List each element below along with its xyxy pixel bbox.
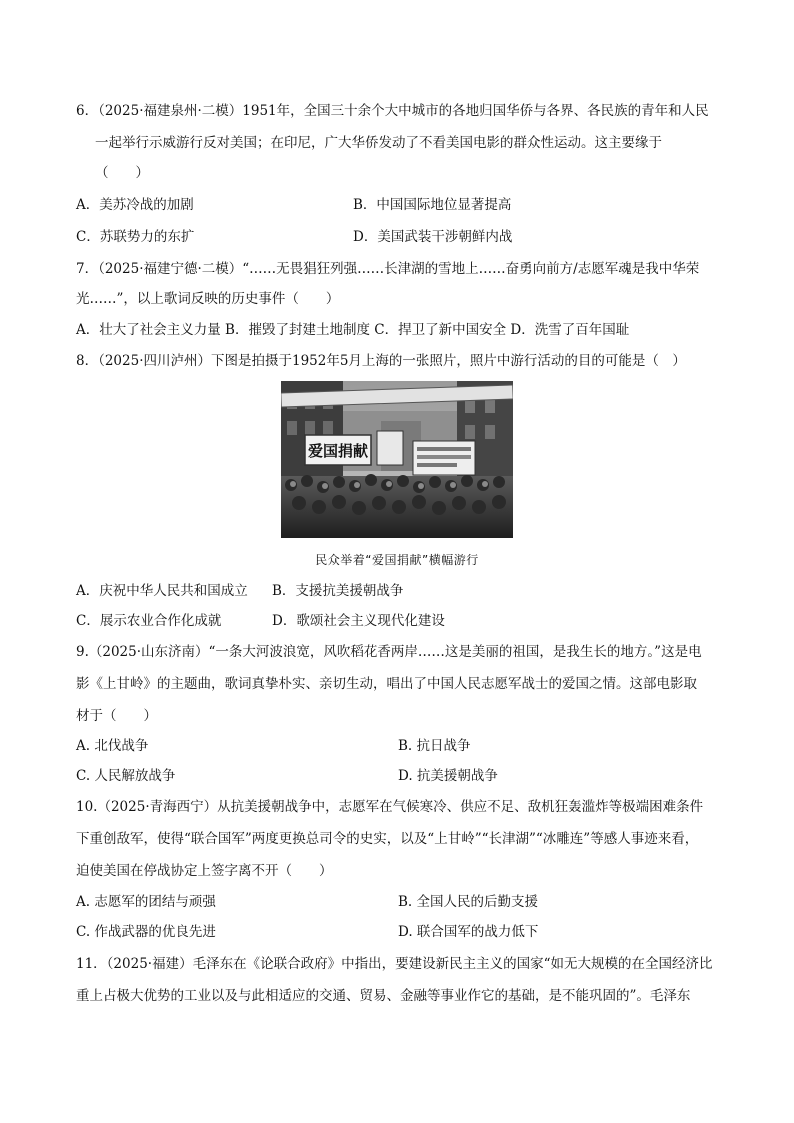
q11-stem-line2: 重上占极大优势的工业以及与此相适应的交通、贸易、金融等事业作它的基础，是不能巩固的”。毛泽东 [76, 988, 691, 1004]
q9-stem-line3: 材于（ ） [76, 708, 157, 724]
q8-photo-caption: 民众举着“爱国捐献”横幅游行 [315, 553, 479, 567]
q6-option-c: C．苏联势力的东扩 [76, 229, 195, 245]
q9-option-d: D. 抗美援朝战争 [398, 768, 498, 784]
q6-stem-line2: 一起举行示威游行反对美国；在印尼，广大华侨发动了不看美国电影的群众性运动。这主要缘于 [95, 135, 662, 151]
q9-option-c: C. 人民解放战争 [76, 768, 176, 784]
q10-stem-line3: 迫使美国在停战协定上签字离不开（ ） [76, 863, 333, 879]
q8-option-c: C．展示农业合作化成就 [76, 613, 222, 629]
q9-stem-line1: 9.（2025·山东济南）“一条大河波浪宽，风吹稻花香两岸……这是美丽的祖国，是我生长的地方。”这是电 [76, 644, 702, 660]
q8-option-a: A．庆祝中华人民共和国成立 [76, 583, 248, 599]
q10-stem-line2: 下重创敌军，使得“联合国军”两度更换总司令的史实，以及“上甘岭”“长津湖”“冰雕连”等感人事迹来看， [76, 831, 699, 847]
q10-option-c: C. 作战武器的优良先进 [76, 924, 216, 940]
q6-stem-line1: 6．（2025·福建泉州·二模）1951年，全国三十余个大中城市的各地归国华侨与各界、各民族的青年和人民 [76, 103, 709, 119]
q7-stem-line2: 光……”，以上歌词反映的历史事件（ ） [76, 291, 340, 307]
q11-stem-line1: 11．（2025·福建）毛泽东在《论联合政府》中指出，要建设新民主主义的国家“如无大规模的在全国经济比 [76, 956, 713, 972]
q8-parade-photo [281, 381, 513, 538]
q8-stem: 8．（2025·四川泸州）下图是拍摄于1952年5月上海的一张照片，照片中游行活动的目的可能是（ ） [76, 353, 686, 369]
q7-options: A．壮大了社会主义力量 B．摧毁了封建土地制度 C．捍卫了新中国安全 D．洗雪了百年国耻 [76, 322, 630, 338]
photo-sign-text: 爱国捐献 [307, 442, 369, 460]
q9-option-a: A. 北伐战争 [76, 738, 149, 754]
q7-stem-line1: 7．（2025·福建宁德·二模）“……无畏猖狂列强……长津湖的雪地上……奋勇向前方/志愿军魂是我中华荣 [76, 261, 700, 277]
q9-option-b: B. 抗日战争 [398, 738, 471, 754]
q6-option-d: D．美国武装干涉朝鲜内战 [353, 229, 513, 245]
q10-stem-line1: 10.（2025·青海西宁）从抗美援朝战争中，志愿军在气候寒冷、供应不足、敌机狂轰滥炸等极端困难条件 [76, 799, 704, 815]
q9-stem-line2: 影《上甘岭》的主题曲，歌词真挚朴实、亲切生动，唱出了中国人民志愿军战士的爱国之情。这部电影取 [76, 676, 697, 692]
q10-option-d: D. 联合国军的战力低下 [398, 924, 539, 940]
q10-option-b: B. 全国人民的后勤支援 [398, 894, 539, 910]
q6-option-b: B．中国国际地位显著提高 [353, 197, 512, 213]
q6-answer-blank: （ ） [95, 165, 149, 181]
q8-option-d: D．歌颂社会主义现代化建设 [272, 613, 445, 629]
q8-option-b: B．支援抗美援朝战争 [272, 583, 404, 599]
q10-option-a: A. 志愿军的团结与顽强 [76, 894, 216, 910]
q6-option-a: A．美苏冷战的加剧 [76, 197, 194, 213]
